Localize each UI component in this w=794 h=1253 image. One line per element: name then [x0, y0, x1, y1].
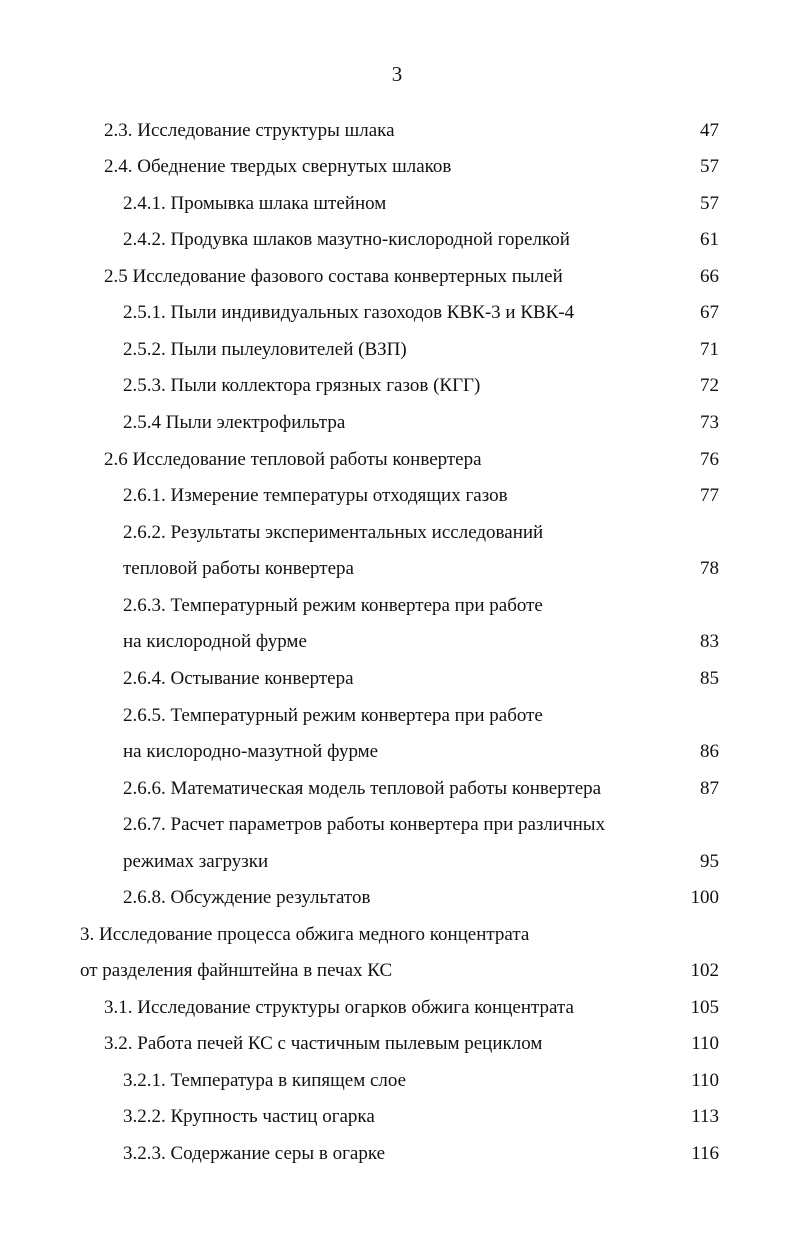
toc-entry-page: 100: [690, 887, 719, 908]
toc-entry: [0, 994, 794, 1022]
toc-entry-page: 83: [700, 631, 719, 652]
toc-entry-title: 2.4.2. Продувка шлаков мазутно-кислородной горелкой: [123, 229, 570, 250]
toc-entry-title: на кислородной фурме: [123, 631, 307, 652]
toc-entry-page: 47: [700, 120, 719, 141]
toc-entry-title: 2.4. Обеднение твердых свернутых шлаков: [104, 156, 452, 177]
toc-entry: [0, 153, 794, 181]
toc-entry: [0, 482, 794, 510]
toc-entry-title: 3.2.3. Содержание серы в огарке: [123, 1143, 386, 1164]
toc-entry: [0, 555, 794, 583]
toc-entry-title: 2.6.4. Остывание конвертера: [123, 668, 354, 689]
toc-entry: [0, 702, 794, 730]
toc-entry-title: 2.3. Исследование структуры шлака: [104, 120, 395, 141]
toc-entry-title: 2.6.6. Математическая модель тепловой работы конвертера: [123, 778, 602, 799]
toc-entry-page: 57: [700, 156, 719, 177]
toc-entry: [0, 372, 794, 400]
toc-entry-page: 86: [700, 741, 719, 762]
toc-entry-page: 85: [700, 668, 719, 689]
toc-entry-page: 102: [690, 960, 719, 981]
toc-entry-title: от разделения файнштейна в печах КС: [80, 960, 393, 981]
toc-entry-page: 67: [700, 302, 719, 323]
toc-entry: [0, 519, 794, 547]
toc-entry-title: 2.6.1. Измерение температуры отходящих газов: [123, 485, 508, 506]
toc-entry-title: 2.6.3. Температурный режим конвертера при работе: [123, 595, 543, 616]
toc-entry: [0, 665, 794, 693]
toc-entry-title: 3. Исследование процесса обжига медного концентрата: [80, 924, 530, 945]
toc-entry: [0, 336, 794, 364]
toc-entry-page: 66: [700, 266, 719, 287]
toc-entry-title: 2.5.2. Пыли пылеуловителей (ВЗП): [123, 339, 407, 360]
toc-entry-title: 2.6.5. Температурный режим конвертера при работе: [123, 705, 543, 726]
toc-entry: [0, 1067, 794, 1095]
toc-entry-title: 2.6.7. Расчет параметров работы конвертера при различных: [123, 814, 606, 835]
toc-entry-title: 3.1. Исследование структуры огарков обжига концентрата: [104, 997, 574, 1018]
toc-entry-page: 71: [700, 339, 719, 360]
toc-entry-page: 110: [691, 1033, 719, 1054]
toc-entry-page: 77: [700, 485, 719, 506]
toc-entry-page: 78: [700, 558, 719, 579]
toc-entry-title: 2.5.3. Пыли коллектора грязных газов (КГГ): [123, 375, 481, 396]
toc-entry-title: 3.2.2. Крупность частиц огарка: [123, 1106, 375, 1127]
toc-entry-page: 87: [700, 778, 719, 799]
toc-entry: [0, 848, 794, 876]
toc-entry: [0, 446, 794, 474]
toc-entry-title: 2.4.1. Промывка шлака штейном: [123, 193, 387, 214]
toc-entry-page: 116: [691, 1143, 719, 1164]
page-number: 3: [391, 62, 403, 86]
toc-entry-page: 105: [690, 997, 719, 1018]
toc-entry: [0, 263, 794, 291]
toc-entry-page: 110: [691, 1070, 719, 1091]
toc-entry-page: 95: [700, 851, 719, 872]
toc-entry: [0, 409, 794, 437]
toc-entry: [0, 811, 794, 839]
toc-entry: [0, 775, 794, 803]
toc-entry-page: 61: [700, 229, 719, 250]
toc-entry-title: 3.2.1. Температура в кипящем слое: [123, 1070, 407, 1091]
toc-entry: [0, 592, 794, 620]
toc-entry-title: 2.5.4 Пыли электрофильтра: [123, 412, 346, 433]
toc-entry: [0, 884, 794, 912]
toc-entry-title: 2.5 Исследование фазового состава конвертерных пылей: [104, 266, 563, 287]
toc-entry: [0, 738, 794, 766]
toc-entry-page: 73: [700, 412, 719, 433]
toc-entry: [0, 921, 794, 949]
toc-entry: [0, 1103, 794, 1131]
toc-entry: [0, 1030, 794, 1058]
toc-entry-page: 72: [700, 375, 719, 396]
toc-entry-page: 76: [700, 449, 719, 470]
toc-entry-title: на кислородно-мазутной фурме: [123, 741, 379, 762]
toc-entry-title: режимах загрузки: [123, 851, 269, 872]
toc-entry-title: 3.2. Работа печей КС с частичным пылевым рециклом: [104, 1033, 543, 1054]
toc-entry: [0, 628, 794, 656]
toc-entry-page: 57: [700, 193, 719, 214]
toc-entry-page: 113: [691, 1106, 719, 1127]
toc-entry-title: 2.6.2. Результаты экспериментальных исследований: [123, 522, 544, 543]
toc-entry: [0, 299, 794, 327]
toc-entry-title: 2.6.8. Обсуждение результатов: [123, 887, 371, 908]
toc-entry: [0, 190, 794, 218]
toc-entry: [0, 957, 794, 985]
toc-entry-title: 2.5.1. Пыли индивидуальных газоходов КВК-3 и КВК-4: [123, 302, 575, 323]
toc-entry: [0, 117, 794, 145]
toc-entry: [0, 1140, 794, 1168]
toc-entry-title: 2.6 Исследование тепловой работы конвертера: [104, 449, 482, 470]
toc-entry-title: тепловой работы конвертера: [123, 558, 354, 579]
toc-entry: [0, 226, 794, 254]
